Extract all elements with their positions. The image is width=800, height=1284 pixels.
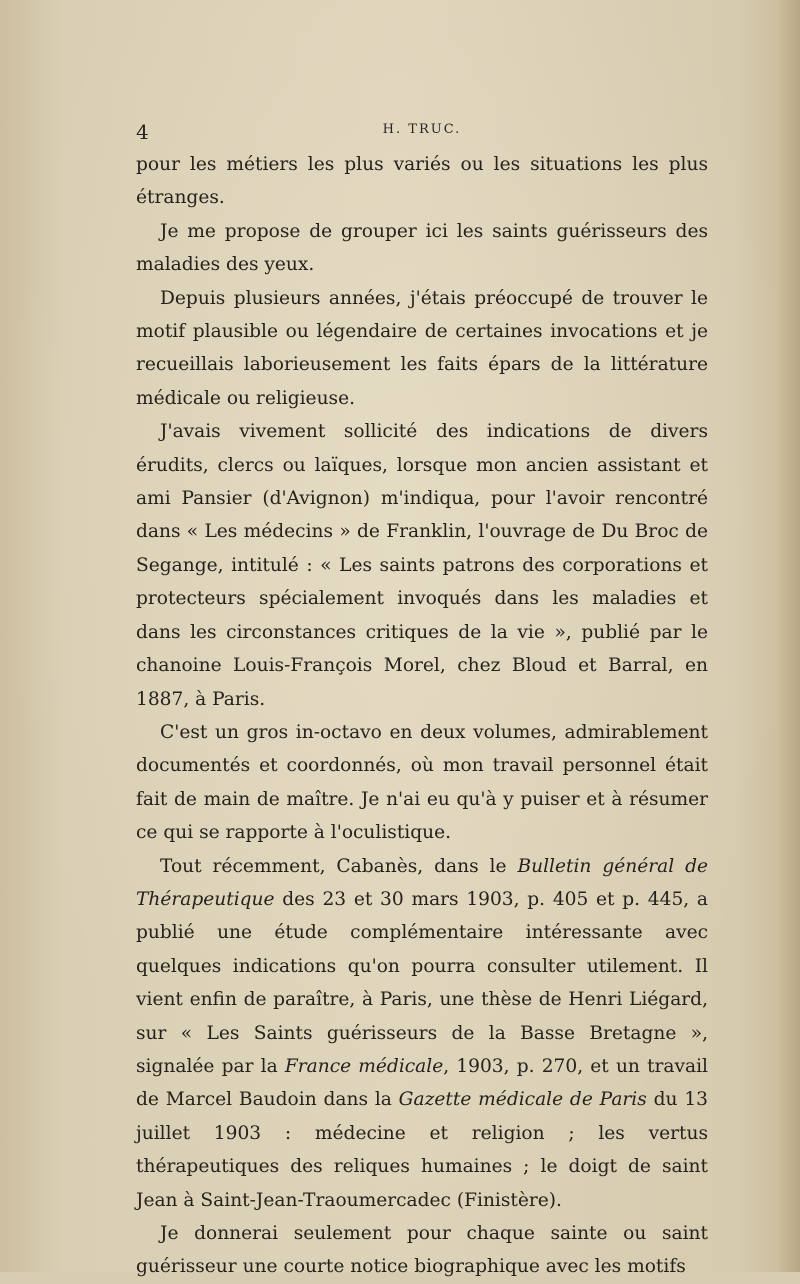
running-head: H. TRUC.	[382, 122, 462, 137]
page-edge-shadow	[776, 0, 800, 1272]
body-text	[136, 148, 708, 1284]
paragraph-1: pour les métiers les plus variés ou les situations les plus étranges.	[136, 154, 708, 209]
paragraph-3: Depuis plusieurs années, j'étais préoccupé de trouver le motif plausible ou légendaire de certaines invocations et je recueillais laborieusement les faits épars de la littérature médicale ou religieuse.	[136, 287, 708, 409]
journal-title-france-medicale: France médicale	[284, 1055, 444, 1077]
paragraph-6-text-3: , 1903, p. 270, et un travail de Marcel Baudoin dans la	[136, 1055, 708, 1111]
paragraph-6	[136, 850, 708, 1217]
page-header	[136, 118, 708, 148]
page-number: 4	[136, 120, 149, 144]
paragraph-4: J'avais vivement sollicité des indications de divers érudits, clercs ou laïques, lorsque mon ancien assistant et ami Pansier (d'Avignon) m'indiqua, pour l'avoir rencontré dans « Les médecins » de Franklin, l'ouvrage de Du Broc de Segange, intitulé : « Les saints patrons des corporations et protecteurs spécialement invoqués dans les maladies et dans les circonstances critiques de la vie », publié par le chanoine Louis-François Morel, chez Bloud et Barral, en 1887, à Paris.	[136, 421, 708, 710]
paragraph-6-text-1: Tout récemment, Cabanès, dans le	[160, 855, 518, 877]
paragraph-5: C'est un gros in-octavo en deux volumes, admirablement documentés et coordonnés, où mon travail personnel était fait de main de maître. Je n'ai eu qu'à y puiser et à résumer ce qui se rapporte à l'oculistique.	[136, 721, 708, 844]
paragraph-7: Je donnerai seulement pour chaque sainte ou saint guérisseur une courte notice biographique avec les motifs	[136, 1223, 708, 1278]
paragraph-6-text-4: du 13 juillet 1903 : médecine et religion ; les vertus thérapeutiques des reliques humaines ; le doigt de saint Jean à Saint-Jean-Traoumercadec (Finistère).	[136, 1089, 708, 1211]
journal-title-gazette: Gazette médicale de Paris	[398, 1089, 647, 1111]
paragraph-2: Je me propose de grouper ici les saints guérisseurs des maladies des yeux.	[136, 220, 708, 276]
paragraph-6-text-2: des 23 et 30 mars 1903, p. 405 et p. 445, a publié une étude complémentaire intéressante avec quelques indications qu'on pourra consulter utilement. Il vient enfin de paraître, à Paris, une thèse de Henri Liégard, sur « Les Saints guérisseurs de la Basse Bretagne », signalée par la	[136, 888, 708, 1077]
journal-title-bulletin: Bulletin général de Thérapeutique	[136, 855, 708, 910]
